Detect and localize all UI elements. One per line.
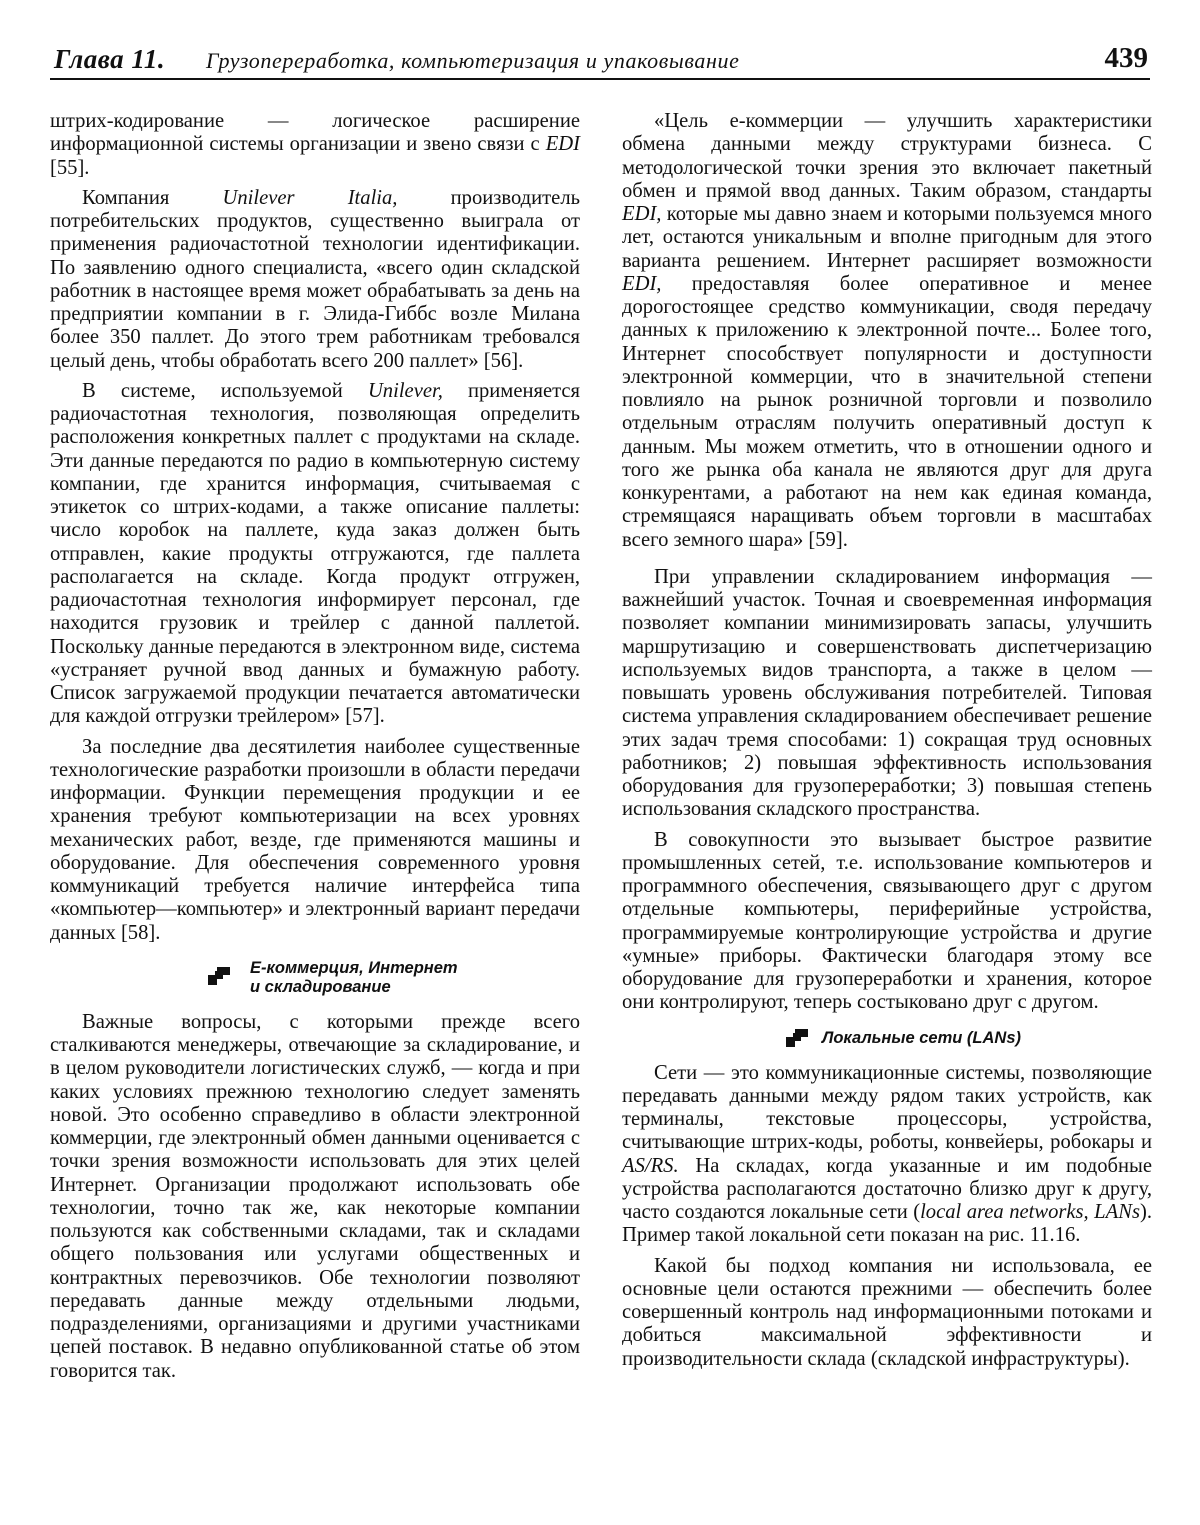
- page-number: 439: [1104, 42, 1148, 74]
- section-heading-line: Локальные сети (LANs): [822, 1028, 1021, 1047]
- emphasis: EDI: [545, 133, 580, 156]
- emphasis: Unilever,: [367, 379, 443, 402]
- paragraph: В совокупности это вызывает быстрое развитие промышленных сетей, т.е. использование компьютеров и программного обеспечения, связывающего друг с другом отдельные компьютеры, периферийные устройства, программируемые контролирующие устройства и другие «умные» приборы. Фактически благодаря этому все оборудование для грузопереработки и хранения, которое они контролируют, теперь состыковано друг с другом.: [622, 828, 1152, 1014]
- paragraph: [50, 380, 580, 729]
- text-run: В системе, используемой: [82, 379, 368, 402]
- text-run: производитель потребительских продуктов, существенно выиграла от применения радиочастотной технологии идентификации. По заявлению одного специалиста, «всего один складской работник в настоящее время может обрабатывать за день на предприятии компании в г. Элида-Гиббс возле Милана более 350 паллет. До этого трем работникам требовался целый день, чтобы обработать всего 200 паллет» [56].: [50, 186, 580, 372]
- section-marker-icon: [786, 1029, 808, 1047]
- emphasis: Unilever Italia,: [222, 186, 398, 209]
- text-run: штрих-кодирование — логическое расширение информационной системы организации и звено связи с: [50, 110, 580, 156]
- paragraph: [50, 187, 580, 373]
- emphasis: local area networks, LANs: [920, 1201, 1140, 1223]
- emphasis: AS/RS.: [622, 1154, 679, 1177]
- chapter-title: Грузопереработка, компьютеризация и упаковывание: [206, 48, 740, 73]
- running-header: [50, 38, 1150, 80]
- right-column: [622, 110, 1152, 1378]
- text-run: которые мы давно знаем и которыми пользуемся много лет, остаются уникальным и вполне пригодным для этого варианта решением. Интернет расширяет возможности: [622, 203, 1152, 272]
- text-run: «Цель е-коммерции — улучшить характеристики обмена данными между структурами бизнеса. С методологической точки зрения это включает пакетный обмен и прямой ввод данных. Таким образом, стандарты: [622, 110, 1152, 202]
- text-run: ). Пример такой локальной сети показан на рис. 11.16.: [622, 1201, 1152, 1247]
- text-run: предоставляя более оперативное и менее дорогостоящее средство коммуникации, сводя передачу данных к приложению к электронной почте... Более того, Интернет способствует популярности и доступности электронной коммерции, что в значительной степени повлияло на рынок розничной торговли и позволило отдельным отраслям получить оперативный доступ к данным. Мы можем отметить, что в отношении одного и того же рынка оба канала не являются друг для друга конкурентами, а работают на нем как единая команда, стремящаяся наращивать объем торговли в масштабах всего земного шара» [59].: [622, 272, 1152, 551]
- text-run: применяется радиочастотная технология, позволяющая определить расположения конкретных паллет с продуктами на складе. Эти данные передаются по радио в компьютерную систему компании, где хранится информация, считываемая с этикеток со штрих-кодами, а также описание паллеты: число коробок на паллете, куда заказ должен быть отправлен, какие продукты отгружаются, где паллета располагается на складе. Когда продукт отгружен, радиочастотная технология информирует персонал, где находится грузовик и трейлер с данной паллетой. Поскольку данные передаются в электронном виде, система «устраняет ручной ввод данных и бумажную работу. Список загружаемой продукции печатается автоматически для каждой отгрузки трейлером» [57].: [50, 379, 580, 728]
- section-heading-lans: [622, 1029, 1152, 1048]
- paragraph: При управлении складированием информация — важнейший участок. Точная и своевременная информация позволяет компании минимизировать запасы, улучшить маршрутизацию и совершенствовать диспетчеризацию используемых видов транспорта, а также в целом — повышать уровень обслуживания потребителей. Типовая система управления складированием обеспечивает решение этих задач тремя способами: 1) сокращая труд основных работников; 2) повышая эффективность использования оборудования для грузопереработки; 3) повышая степень использования складского пространства.: [622, 565, 1152, 821]
- emphasis: EDI,: [622, 272, 662, 295]
- quote-paragraph: [622, 110, 1152, 552]
- text-run: Сети — это коммуникационные системы, позволяющие передавать данными между рядом таких устройств, как терминалы, текстовые процессоры, устройства, считывающие штрих-коды, роботы, конвейеры, робокары и: [622, 1061, 1152, 1154]
- paragraph: Какой бы подход компания ни использовала, ее основные цели остаются прежними — обеспечить более совершенный контроль над информационными потоками и добиться максимальной эффективности и производительности склада (складской инфраструктуры).: [622, 1254, 1152, 1370]
- paragraph: Важные вопросы, с которыми прежде всего сталкиваются менеджеры, отвечающие за складирование, и в целом руководители логистических служб, — когда и при каких условиях прежнюю технологию следует заменять новой. Это особенно справедливо в области электронной коммерции, где электронный обмен данными оценивается с точки зрения возможности использовать для этих целей Интернет. Организации продолжают использовать обе технологии, точно так же, как некоторые компании пользуются как собственными складами, так и складами общего пользования или услугами общественных и контрактных перевозчиков. Обе технологии позволяют передавать данные между отдельными людьми, подразделениями, организациями и другими участниками цепей поставок. В недавно опубликованной статье об этом говорится так.: [50, 1010, 580, 1382]
- section-heading-line: Е-коммерция, Интернет: [250, 958, 458, 977]
- text-run: [55].: [50, 156, 90, 179]
- text-run: На складах, когда указанные и им подобные устройства располагаются достаточно близко друг к другу, часто создаются локальные сети (: [622, 1154, 1152, 1223]
- chapter-label: Глава 11.: [54, 44, 166, 74]
- section-heading-ecommerce: [50, 959, 580, 997]
- section-marker-icon: [208, 967, 230, 985]
- left-column: [50, 110, 580, 1390]
- emphasis: EDI,: [622, 203, 662, 225]
- text-run: Компания: [82, 186, 223, 209]
- section-heading-line: и складирование: [250, 977, 391, 996]
- paragraph: [50, 110, 580, 180]
- paragraph: За последние два десятилетия наиболее существенные технологические разработки произошли в области передачи информации. Функции перемещения продукции и ее хранения требуют компьютеризации на всех уровнях механических работ, везде, где применяются машины и оборудование. Для обеспечения современного уровня коммуникаций требуется наличие интерфейса типа «компьютер—компьютер» и электронный вариант передачи данных [58].: [50, 735, 580, 944]
- paragraph: [622, 1062, 1152, 1248]
